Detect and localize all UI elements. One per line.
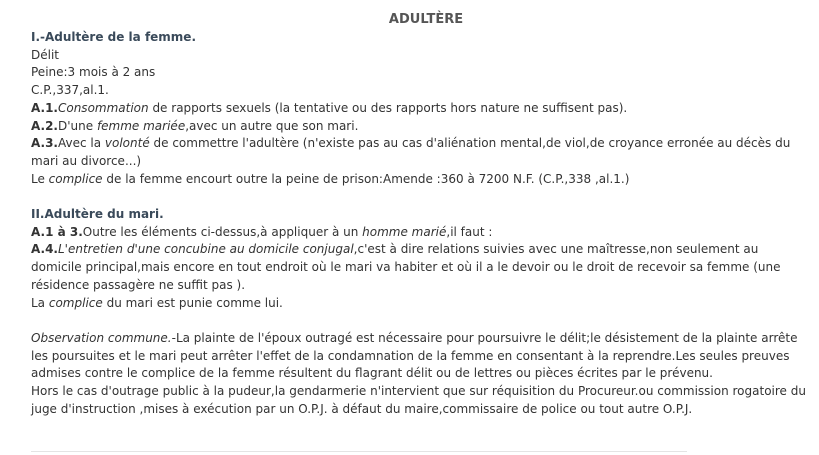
- element-a1-3: [31, 224, 806, 242]
- a1-label: A.1.: [31, 100, 58, 115]
- delit-line: Délit: [31, 47, 59, 62]
- a2-em: femme mariée: [96, 118, 186, 133]
- complice2-pre: La: [31, 295, 49, 310]
- a3-text: de commettre l'adultère (n'existe pas au cas d'aliénation mental,de viol,de croyance erronée au décès du mari au divorce...): [31, 136, 791, 168]
- spacer: [31, 312, 806, 330]
- page-title: ADULTÈRE: [388, 12, 464, 27]
- a13-text: ,il faut :: [446, 224, 493, 239]
- a4-label: A.4.: [31, 242, 58, 257]
- document-body: [31, 11, 806, 418]
- a13-em: homme marié: [362, 224, 447, 239]
- a4-em: L'entretien d'une concubine au domicile conjugal: [57, 242, 354, 257]
- a3-label: A.3.: [31, 136, 58, 151]
- peine-line: Peine:3 mois à 2 ans: [31, 65, 156, 80]
- complice1-text: de la femme encourt outre la peine de prison:Amende :360 à 7200 N.F. (C.P.,338 ,al.1.): [102, 171, 630, 186]
- a2-label: A.2.: [31, 118, 58, 133]
- a1-em: Consommation: [57, 100, 149, 115]
- observation-text: -La plainte de l'époux outragé est nécessaire pour poursuivre le délit;le désistement de la plainte arrête les poursuites et le mari peut arrêter l'effet de la condamnation de la femme en consentant à la reprendre.Les seules preuves admises contre le complice de la femme résultent du flagrant délit ou de lettres ou pièces écrites par le prévenu.: [31, 330, 798, 381]
- complice1-pre: Le: [31, 171, 49, 186]
- a2-text: ,avec un autre que son mari.: [185, 118, 359, 133]
- a1-text: de rapports sexuels (la tentative ou des rapports hors nature ne suffisent pas).: [148, 100, 628, 115]
- complice1-em: complice: [48, 171, 103, 186]
- cp-line: C.P.,337,al.1.: [31, 83, 109, 98]
- complice2-em: complice: [48, 295, 103, 310]
- element-a4: [31, 241, 806, 294]
- bottom-divider: [31, 451, 687, 452]
- section1-heading: I.-Adultère de la femme.: [31, 30, 197, 44]
- a4-text: ,c'est à dire relations suivies avec une maîtresse,non seulement au domicile principal,mais encore en tout endroit où le mari va habiter et où il a le devoir ou le droit de recevoir sa femme (une résidence passagère ne suffit pas ).: [31, 242, 781, 292]
- complice-femme: [31, 171, 806, 189]
- element-a2: [31, 118, 806, 136]
- spacer: [31, 188, 806, 206]
- section2-heading: II.Adultère du mari.: [31, 207, 164, 222]
- a3-em: volonté: [104, 136, 150, 151]
- element-a3: [31, 135, 806, 170]
- observation-em: Observation commune.: [31, 330, 172, 345]
- a13-label: A.1 à 3.: [31, 224, 83, 239]
- a2-pre: D'une: [57, 118, 97, 133]
- a3-pre: Avec la: [57, 136, 105, 151]
- a13-pre: Outre les éléments ci-dessus,à appliquer à un: [82, 224, 363, 239]
- complice-mari: [31, 295, 806, 313]
- observation-paragraph-2: Hors le cas d'outrage public à la pudeur,la gendarmerie n'intervient que sur réquisition du Procureur.ou commission rogatoire du juge d'instruction ,mises à exécution par un O.P.J. à défaut du maire,commissaire de police ou tout autre O.P.J.: [31, 384, 806, 416]
- complice2-text: du mari est punie comme lui.: [102, 295, 283, 310]
- element-a1: [31, 100, 806, 118]
- observation-paragraph: [31, 330, 806, 383]
